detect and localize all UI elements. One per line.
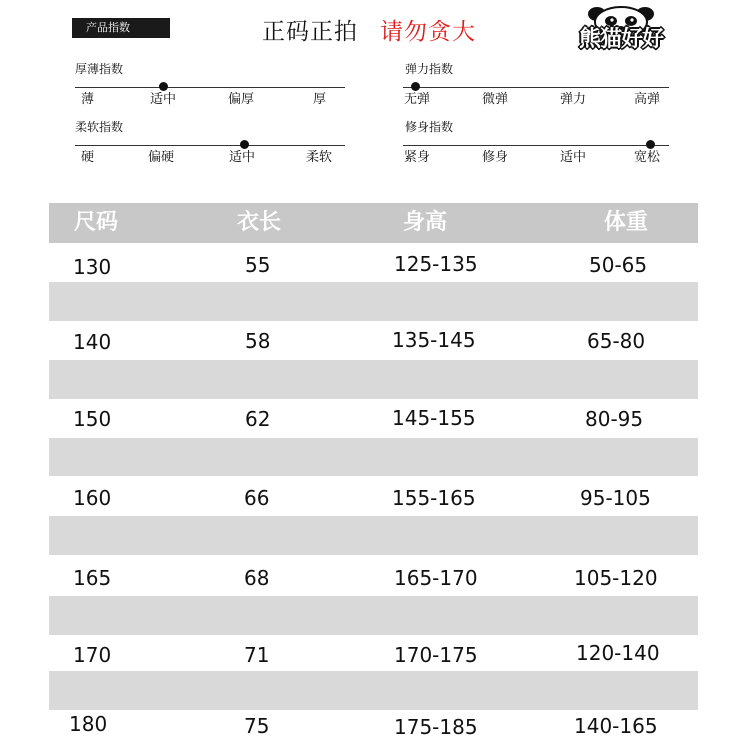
table-cell-height: 145-155 [392,406,476,430]
table-cell-weight: 120-140 [576,641,660,665]
thickness-tick: 适中 [150,92,177,107]
table-cell-length: 62 [245,407,271,431]
brand-name: 熊猫好好 [578,27,663,52]
fit-tick: 修身 [482,150,509,165]
table-cell-height: 175-185 [394,715,478,739]
softness-index-label: 柔软指数 [75,120,124,134]
column-header-size: 尺码 [74,210,119,235]
elasticity-index-label: 弹力指数 [405,62,454,76]
thickness-index-label: 厚薄指数 [75,62,124,76]
elasticity-tick: 弹力 [560,92,587,107]
elasticity-scale-line [403,87,669,88]
table-cell-weight: 65-80 [587,329,646,353]
table-cell-height: 165-170 [394,566,478,590]
table-cell-length: 55 [245,253,271,277]
column-header-height: 身高 [403,210,448,235]
table-cell-weight: 105-120 [574,566,658,590]
table-stripe [49,438,698,476]
table-stripe [49,671,698,710]
elasticity-tick: 高弹 [634,92,661,107]
fit-scale-line [403,145,669,146]
table-cell-height: 125-135 [394,252,478,276]
table-stripe [49,596,698,635]
table-cell-weight: 80-95 [585,407,644,431]
table-cell-length: 75 [244,714,270,738]
table-cell-height: 135-145 [392,328,476,352]
table-cell-height: 155-165 [392,486,476,510]
softness-tick: 偏硬 [148,150,175,165]
fit-tick: 宽松 [634,150,661,165]
thickness-scale-line [75,87,345,88]
table-stripe [49,282,698,321]
column-header-length: 衣长 [237,210,282,235]
elasticity-tick: 无弹 [404,92,431,107]
elasticity-scale-marker [411,82,420,91]
table-cell-length: 66 [244,486,270,510]
table-cell-size: 165 [73,566,112,590]
softness-scale-marker [240,140,249,149]
table-cell-length: 71 [244,643,270,667]
thickness-tick: 厚 [313,92,327,107]
thickness-tick: 薄 [81,92,95,107]
column-header-weight: 体重 [604,210,649,235]
size-table-header [49,203,698,243]
softness-tick: 柔软 [306,150,333,165]
table-cell-height: 170-175 [394,643,478,667]
table-cell-length: 68 [244,566,270,590]
table-cell-weight: 50-65 [589,253,648,277]
table-cell-size: 140 [73,330,112,354]
title-warning: 请勿贪大 [380,19,476,45]
thickness-scale-marker [159,82,168,91]
fit-index-label: 修身指数 [405,120,454,134]
fit-tick: 紧身 [404,150,431,165]
product-index-badge: 产品指数 [72,18,170,38]
table-cell-weight: 140-165 [574,714,658,738]
table-stripe [49,360,698,399]
fit-tick: 适中 [560,150,587,165]
softness-scale-line [75,145,345,146]
table-cell-size: 180 [69,712,108,736]
table-cell-weight: 95-105 [580,486,651,510]
thickness-tick: 偏厚 [228,92,255,107]
fit-scale-marker [646,140,655,149]
brand-logo [565,6,677,54]
elasticity-tick: 微弹 [482,92,509,107]
softness-tick: 硬 [81,150,95,165]
table-cell-size: 160 [73,486,112,510]
table-cell-size: 150 [73,407,112,431]
table-cell-size: 170 [73,643,112,667]
table-cell-size: 130 [73,255,112,279]
table-stripe [49,516,698,555]
title-main: 正码正拍 [262,19,358,45]
softness-tick: 适中 [229,150,256,165]
table-cell-length: 58 [245,329,271,353]
